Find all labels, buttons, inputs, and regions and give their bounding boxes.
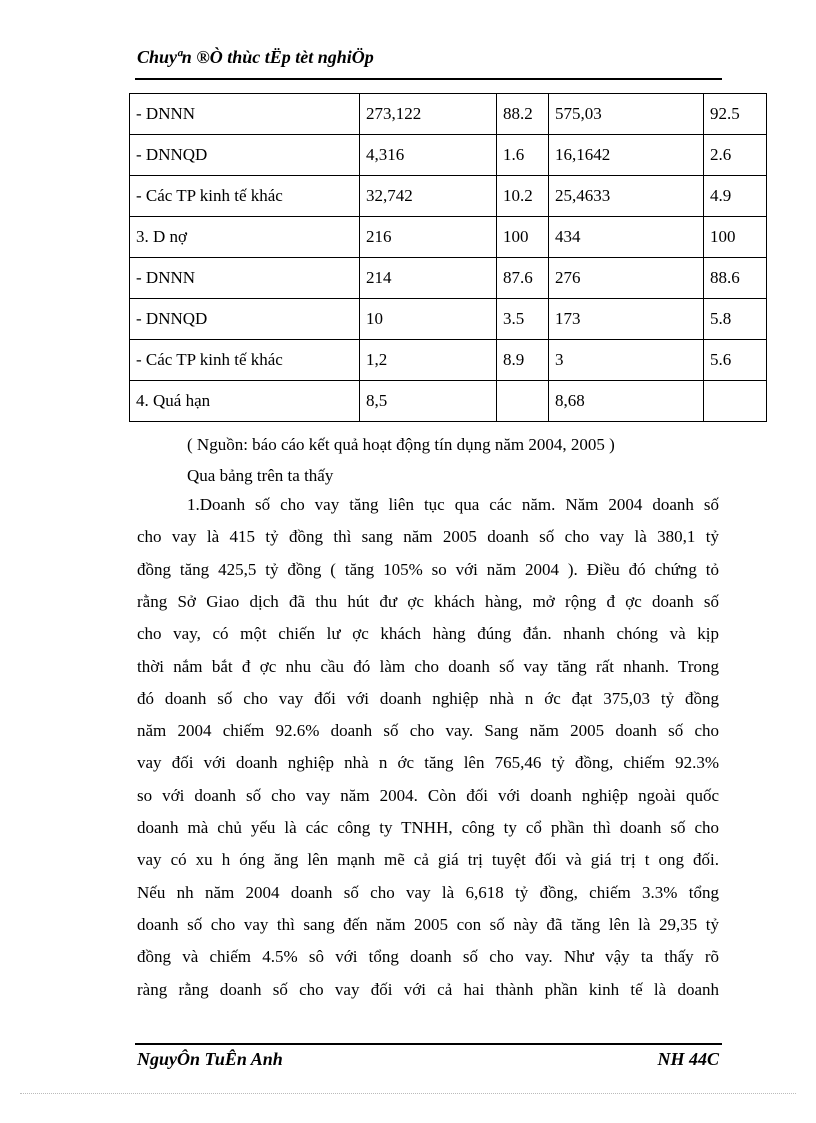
table-cell: 4,316 — [360, 135, 497, 176]
table-row — [130, 217, 767, 258]
table-cell: 87.6 — [497, 258, 549, 299]
table-cell: 1.6 — [497, 135, 549, 176]
table-cell: 8,5 — [360, 381, 497, 422]
table-cell: 10 — [360, 299, 497, 340]
intro-sentence: Qua bảng trên ta thấy — [187, 466, 334, 485]
table-cell: 173 — [549, 299, 704, 340]
table-row — [130, 340, 767, 381]
table-cell: 3. D nợ — [130, 217, 360, 258]
table-row — [130, 299, 767, 340]
footer-class: NH 44C — [657, 1049, 719, 1069]
paragraph-line: Nếu nh năm 2004 doanh số cho vay là 6,618 tỷ đồng, chiếm 3.3% tổng — [137, 882, 719, 902]
table-cell — [497, 381, 549, 422]
table-cell: 3 — [549, 340, 704, 381]
table-cell: 216 — [360, 217, 497, 258]
table-row — [130, 135, 767, 176]
table-cell: 5.6 — [704, 340, 767, 381]
paragraph-line: 1.Doanh số cho vay tăng liên tục qua các năm. Năm 2004 doanh số — [187, 495, 719, 514]
paragraph-line: cho vay, có một chiến lư ợc khách hàng đúng đắn. nhanh chóng và kịp — [137, 624, 719, 644]
table-cell: 2.6 — [704, 135, 767, 176]
table-cell: 273,122 — [360, 94, 497, 135]
table-cell: 100 — [497, 217, 549, 258]
table-cell: 214 — [360, 258, 497, 299]
table-row — [130, 94, 767, 135]
paragraph-line: so với doanh số cho vay năm 2004. Còn đối với doanh nghiệp ngoài quốc — [137, 785, 719, 805]
page-bottom-divider — [20, 1093, 796, 1094]
table-cell: 25,4633 — [549, 176, 704, 217]
table-cell: - Các TP kinh tế khác — [130, 340, 360, 381]
paragraph-line: doanh số cho vay thì sang đến năm 2005 con số này đã tăng lên là 29,35 tỷ — [137, 914, 719, 934]
paragraph-line: thời nắm bắt đ ợc nhu cầu đó làm cho doanh số vay tăng rất nhanh. Trong — [137, 656, 719, 676]
paragraph-line: cho vay là 415 tỷ đồng thì sang năm 2005 doanh số cho vay là 380,1 tỷ — [137, 527, 719, 547]
paragraph-line: ràng rằng doanh số cho vay đối với cả hai thành phần kinh tế là doanh — [137, 979, 719, 999]
page-header-title: Chuyªn ®Ò thùc tËp tèt nghiÖp — [137, 47, 374, 67]
table-cell: 8.9 — [497, 340, 549, 381]
paragraph-line: đó doanh số cho vay đối với doanh nghiệp nhà n ớc đạt 375,03 tỷ đồng — [137, 688, 719, 708]
table-cell: 88.6 — [704, 258, 767, 299]
paragraph-line: năm 2004 chiếm 92.6% doanh số cho vay. Sang năm 2005 doanh số cho — [137, 721, 719, 741]
table-cell: 575,03 — [549, 94, 704, 135]
paragraph-line: vay đối với doanh nghiệp nhà n ớc tăng lên 765,46 tỷ đồng, chiếm 92.3% — [137, 753, 719, 773]
paragraph-line: vay có xu h óng ăng lên mạnh mẽ cả giá trị tuyệt đối và giá trị t ong đối. — [137, 850, 719, 870]
paragraph-line: đồng tăng 425,5 tỷ đồng ( tăng 105% so với năm 2004 ). Điều đó chứng tỏ — [137, 559, 719, 579]
table-cell: 5.8 — [704, 299, 767, 340]
table-cell: 4.9 — [704, 176, 767, 217]
paragraph-line: đồng và chiếm 4.5% sô với tổng doanh số cho vay. Như vậy ta thấy rõ — [137, 947, 719, 967]
table-cell: 4. Quá hạn — [130, 381, 360, 422]
paragraph-line: doanh mà chủ yếu là các công ty TNHH, công ty cổ phần thì doanh số cho — [137, 818, 719, 837]
table-cell: - DNNN — [130, 258, 360, 299]
table-cell: 92.5 — [704, 94, 767, 135]
table-cell: - Các TP kinh tế khác — [130, 176, 360, 217]
table-cell — [704, 381, 767, 422]
table-cell: 3.5 — [497, 299, 549, 340]
table-cell: 32,742 — [360, 176, 497, 217]
table-cell: - DNNN — [130, 94, 360, 135]
table-cell: - DNNQD — [130, 135, 360, 176]
table-cell: 10.2 — [497, 176, 549, 217]
source-note: ( Nguồn: báo cáo kết quả hoạt động tín dụng năm 2004, 2005 ) — [187, 435, 615, 454]
footer-rule — [135, 1043, 722, 1045]
table-cell: 16,1642 — [549, 135, 704, 176]
credit-data-table — [129, 93, 767, 422]
header-rule — [135, 78, 722, 80]
table-cell: 88.2 — [497, 94, 549, 135]
table-cell: 276 — [549, 258, 704, 299]
table-cell: 434 — [549, 217, 704, 258]
footer-author: NguyÔn TuÊn Anh — [137, 1049, 283, 1069]
table-row — [130, 176, 767, 217]
table-cell: - DNNQD — [130, 299, 360, 340]
table-row — [130, 258, 767, 299]
table-row — [130, 381, 767, 422]
table-cell: 100 — [704, 217, 767, 258]
table-cell: 1,2 — [360, 340, 497, 381]
table-cell: 8,68 — [549, 381, 704, 422]
paragraph-line: rằng Sở Giao dịch đã thu hút đư ợc khách hàng, mở rộng đ ợc doanh số — [137, 591, 719, 611]
